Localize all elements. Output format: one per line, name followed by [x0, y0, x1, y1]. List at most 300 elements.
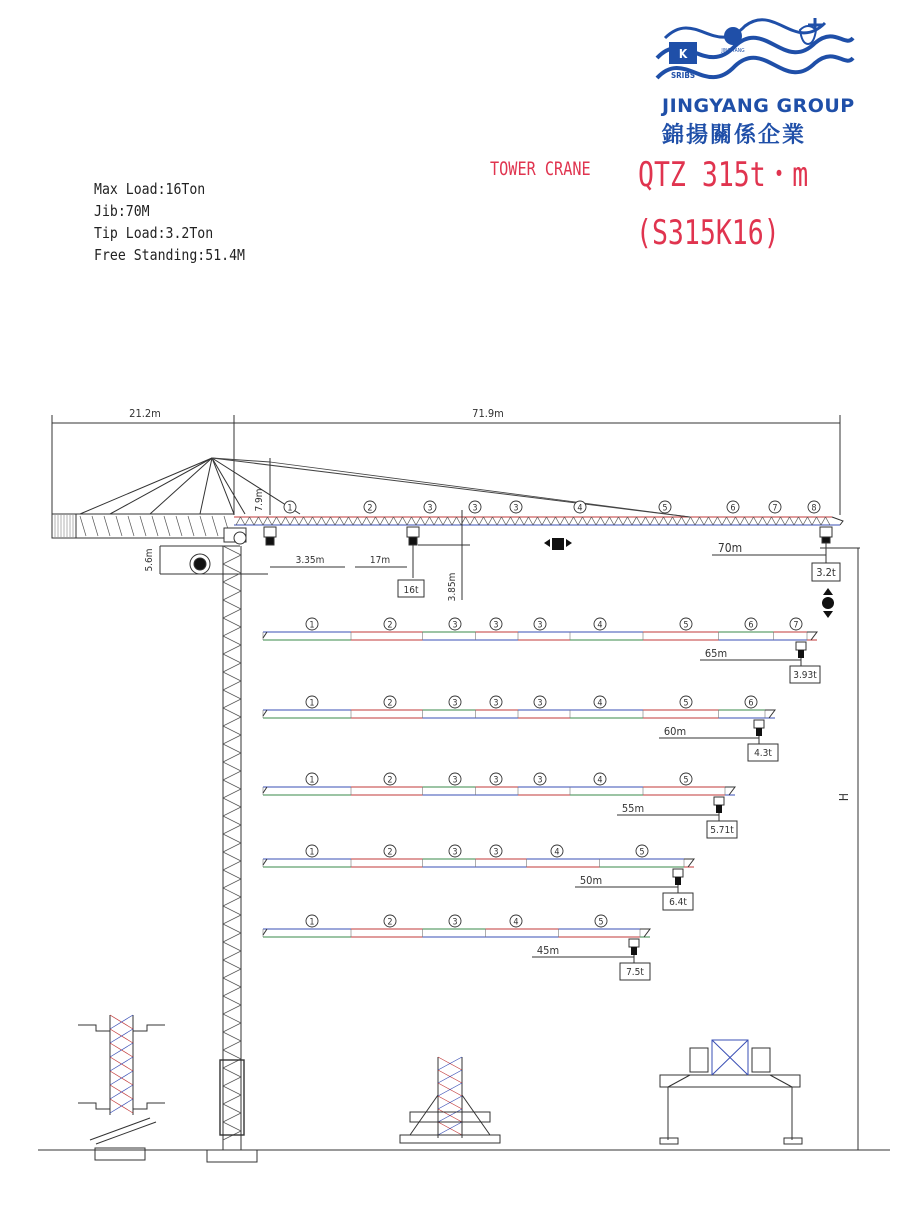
mast-lattice	[223, 960, 241, 969]
jib-lattice	[245, 517, 250, 525]
config-section-number: 5	[683, 775, 689, 786]
jib-lattice	[727, 517, 732, 525]
jib-lattice	[385, 517, 390, 525]
tip-load-label: 3.2t	[816, 566, 836, 579]
mast-lattice	[223, 609, 241, 618]
mast-lattice	[223, 591, 241, 600]
jib-section-number: 3	[427, 503, 433, 514]
jib-lattice	[673, 517, 678, 525]
config-section-number: 3	[452, 620, 458, 631]
jib-lattice	[628, 517, 633, 525]
jib-lattice	[547, 517, 552, 525]
config-section-number: 2	[387, 847, 393, 858]
jib-lattice	[479, 517, 484, 525]
gantry-brace	[770, 1075, 792, 1087]
trolley-inner	[264, 527, 276, 537]
jib-lattice	[308, 517, 313, 525]
hook-block-max	[409, 537, 417, 545]
jib-lattice	[493, 517, 498, 525]
trolley-tip	[820, 527, 832, 537]
config-section-number: 3	[452, 917, 458, 928]
mast-lattice	[223, 825, 241, 834]
counter-jib-lattice	[152, 516, 158, 536]
config-section-number: 5	[598, 917, 604, 928]
mast-detail	[78, 1015, 165, 1160]
mast-lattice	[223, 618, 241, 627]
counter-jib-lattice	[200, 516, 206, 536]
jib-lattice	[758, 517, 763, 525]
jib-lattice	[704, 517, 709, 525]
counter-tie	[150, 458, 212, 514]
mast-lattice	[223, 924, 241, 933]
jib-lattice	[304, 517, 309, 525]
jib-config-tip	[765, 710, 775, 718]
config-section-number: 2	[387, 775, 393, 786]
config-section-number: 3	[537, 620, 543, 631]
jib-lattice	[695, 517, 700, 525]
mast-lattice	[223, 564, 241, 573]
config-section-number: 6	[748, 698, 754, 709]
mast-lattice	[223, 735, 241, 744]
jib-lattice	[371, 517, 376, 525]
hook-block-tip	[822, 537, 830, 543]
config-section-number: 5	[639, 847, 645, 858]
config-section-number: 1	[309, 775, 315, 786]
config-hook	[675, 877, 681, 885]
spec-max-load: Max Load:16Ton	[94, 180, 206, 198]
jib-lattice	[709, 517, 714, 525]
jib-lattice	[277, 517, 282, 525]
mast-lattice	[223, 897, 241, 906]
jib-config-tip	[684, 859, 694, 867]
mast-lattice	[223, 744, 241, 753]
config-tip-load: 7.5t	[626, 967, 644, 978]
jib-lattice	[560, 517, 565, 525]
counter-jib-lattice	[176, 516, 182, 536]
jib-lattice	[403, 517, 408, 525]
jib-lattice	[763, 517, 768, 525]
jib-lattice	[466, 517, 471, 525]
jib-lattice	[416, 517, 421, 525]
config-trolley	[714, 797, 724, 805]
mast-lattice	[223, 717, 241, 726]
jib-section-number: 2	[367, 503, 373, 514]
config-hook	[756, 728, 762, 736]
jib-lattice	[425, 517, 430, 525]
product-label: TOWER CRANE	[490, 158, 591, 180]
jib-lattice	[281, 517, 286, 525]
config-section-number: 4	[513, 917, 519, 928]
mast-lattice	[223, 1068, 241, 1077]
counter-jib-lattice	[212, 516, 218, 536]
config-hook	[716, 805, 722, 813]
jib-lattice	[803, 517, 808, 525]
svg-text:K: K	[678, 47, 688, 61]
mast-lattice	[223, 627, 241, 636]
jib-lattice	[826, 517, 831, 525]
counter-tie	[110, 458, 212, 514]
jib-lattice	[776, 517, 781, 525]
mast-lattice	[223, 996, 241, 1005]
max-load-label: 16t	[403, 585, 419, 596]
detail-brace	[96, 1122, 156, 1144]
gantry-mast	[712, 1040, 748, 1075]
tip-radius-label: 70m	[717, 541, 743, 555]
apex-leg	[200, 458, 212, 514]
dim-max-radius: 17m	[369, 555, 391, 566]
config-section-number: 3	[537, 698, 543, 709]
jib-lattice	[659, 517, 664, 525]
jib-config-tip	[640, 929, 650, 937]
mast-lattice	[223, 1095, 241, 1104]
jib-lattice	[650, 517, 655, 525]
config-hook	[798, 650, 804, 658]
counter-jib-lattice	[104, 516, 110, 536]
jib-config-root	[263, 632, 267, 638]
config-section-number: 1	[309, 847, 315, 858]
jib-lattice	[614, 517, 619, 525]
mast-lattice	[223, 852, 241, 861]
jib-lattice	[565, 517, 570, 525]
config-section-number: 2	[387, 917, 393, 928]
jib-lattice	[317, 517, 322, 525]
jib-lattice	[349, 517, 354, 525]
spec-list	[94, 178, 245, 266]
jib-lattice	[583, 517, 588, 525]
mast-lattice	[223, 879, 241, 888]
jib-lattice	[362, 517, 367, 525]
jib-config-root	[263, 787, 267, 793]
jib-config-1	[263, 618, 820, 683]
jib-lattice	[637, 517, 642, 525]
jib-lattice	[817, 517, 822, 525]
jib-lattice	[344, 517, 349, 525]
jib-config-tip	[807, 632, 817, 640]
mast-lattice	[223, 816, 241, 825]
config-section-number: 4	[597, 775, 603, 786]
jib-lattice	[241, 517, 246, 525]
jib-lattice	[799, 517, 804, 525]
counter-jib-lattice	[128, 516, 134, 536]
detail-brace	[90, 1118, 150, 1140]
hook-block-inner	[266, 537, 274, 545]
dim-jib-total: 71.9m	[472, 407, 504, 420]
mast-lattice	[223, 663, 241, 672]
jib-lattice	[358, 517, 363, 525]
jib-lattice	[664, 517, 669, 525]
config-section-number: 3	[493, 620, 499, 631]
dim-top-height: 7.9m	[254, 488, 265, 512]
jib-lattice	[367, 517, 372, 525]
jib-lattice	[686, 517, 691, 525]
config-tip-load: 6.4t	[669, 897, 687, 908]
jib-tip	[832, 517, 843, 525]
jib-section-number: 3	[472, 503, 478, 514]
config-tip-load: 5.71t	[710, 825, 734, 836]
jib-lattice	[313, 517, 318, 525]
jib-lattice	[790, 517, 795, 525]
counter-jib-lattice	[80, 516, 86, 536]
mast-lattice	[223, 798, 241, 807]
jib-lattice	[263, 517, 268, 525]
config-tip-load: 4.3t	[754, 748, 772, 759]
climbing-detail	[400, 1057, 500, 1143]
mast-lattice	[223, 546, 241, 555]
jib-lattice	[259, 517, 264, 525]
jib-lattice	[389, 517, 394, 525]
jib-lattice	[398, 517, 403, 525]
trolley-icon	[552, 538, 564, 550]
mast-lattice	[223, 690, 241, 699]
jib-lattice	[556, 517, 561, 525]
config-radius-label: 50m	[579, 874, 603, 887]
mast-lattice	[223, 1113, 241, 1122]
mast-lattice	[223, 555, 241, 564]
jib-section-number: 3	[513, 503, 519, 514]
jib-config-4	[263, 845, 694, 910]
jib-lattice	[236, 517, 241, 525]
mast-lattice	[223, 1005, 241, 1014]
jib-lattice	[668, 517, 673, 525]
mast-lattice	[223, 834, 241, 843]
jib-lattice	[713, 517, 718, 525]
mast-lattice	[223, 582, 241, 591]
config-radius-label: 45m	[536, 944, 560, 957]
jib-lattice	[475, 517, 480, 525]
jib-lattice	[470, 517, 475, 525]
jib-lattice	[272, 517, 277, 525]
jib-lattice	[394, 517, 399, 525]
mast-lattice	[223, 780, 241, 789]
jib-lattice	[812, 517, 817, 525]
jib-lattice	[542, 517, 547, 525]
jib-lattice	[340, 517, 345, 525]
mast-lattice	[223, 636, 241, 645]
jib-lattice	[452, 517, 457, 525]
dim-counter-jib: 21.2m	[129, 407, 161, 420]
mast-lattice	[223, 762, 241, 771]
jib-lattice	[515, 517, 520, 525]
mast-lattice	[223, 843, 241, 852]
jib-lattice	[326, 517, 331, 525]
mast-lattice	[223, 1086, 241, 1095]
winch-core	[194, 558, 206, 570]
jib-lattice	[254, 517, 259, 525]
jib-lattice	[353, 517, 358, 525]
config-section-number: 3	[493, 847, 499, 858]
config-radius-label: 60m	[663, 725, 687, 738]
jib-section-number: 5	[662, 503, 668, 514]
jib-lattice	[569, 517, 574, 525]
mast-lattice	[223, 771, 241, 780]
config-radius-label: 65m	[704, 647, 728, 660]
gantry-brace	[668, 1075, 690, 1087]
jib-lattice	[740, 517, 745, 525]
model-code: (S315K16)	[636, 213, 780, 253]
jib-section-number: 4	[577, 503, 583, 514]
mast-lattice	[223, 933, 241, 942]
counter-jib-lattice	[188, 516, 194, 536]
jib-lattice	[767, 517, 772, 525]
jib-lattice	[412, 517, 417, 525]
climb-base	[400, 1135, 500, 1143]
config-section-number: 3	[452, 847, 458, 858]
jib-lattice	[295, 517, 300, 525]
jib-lattice	[781, 517, 786, 525]
jib-lattice	[749, 517, 754, 525]
spec-tip-load: Tip Load:3.2Ton	[94, 224, 214, 242]
jib-config-tip	[725, 787, 735, 795]
jib-lattice	[524, 517, 529, 525]
mast-lattice	[223, 1014, 241, 1023]
jib-lattice	[682, 517, 687, 525]
mast-lattice	[223, 600, 241, 609]
jib-lattice	[772, 517, 777, 525]
gantry-weight	[690, 1048, 708, 1072]
jib-section-number: 7	[772, 503, 778, 514]
gantry-weight	[752, 1048, 770, 1072]
mast-lattice	[223, 807, 241, 816]
config-trolley	[796, 642, 806, 650]
jib-lattice	[700, 517, 705, 525]
jib-lattice	[794, 517, 799, 525]
logo-text-jingyang: JING YANG	[721, 48, 745, 54]
jib-config-root	[263, 929, 267, 935]
jib-config-2	[263, 696, 778, 761]
mast-lattice	[223, 1077, 241, 1086]
mast-lattice	[223, 906, 241, 915]
climb-leg	[410, 1095, 438, 1135]
jib-lattice	[605, 517, 610, 525]
brand-name: JINGYANG GROUP	[662, 95, 855, 117]
jib-lattice	[655, 517, 660, 525]
jib-lattice	[376, 517, 381, 525]
jib-section-number: 6	[730, 503, 736, 514]
detail-collar	[78, 1025, 165, 1031]
jib-lattice	[745, 517, 750, 525]
mast-lattice	[223, 1041, 241, 1050]
mast-lattice	[223, 681, 241, 690]
config-section-number: 5	[683, 698, 689, 709]
jib-lattice	[290, 517, 295, 525]
config-hook	[631, 947, 637, 955]
jib-lattice	[646, 517, 651, 525]
brand-logo	[655, 8, 855, 93]
config-section-number: 3	[452, 698, 458, 709]
mast-lattice	[223, 726, 241, 735]
mast-lattice	[223, 987, 241, 996]
jib-lattice	[632, 517, 637, 525]
jib-lattice	[335, 517, 340, 525]
counter-jib-lattice	[140, 516, 146, 536]
mast-lattice	[223, 888, 241, 897]
jib-lattice	[821, 517, 826, 525]
config-section-number: 4	[597, 620, 603, 631]
jib-lattice	[785, 517, 790, 525]
mast-lattice	[223, 753, 241, 762]
mast-lattice	[223, 1104, 241, 1113]
jib-lattice	[511, 517, 516, 525]
jib-lattice	[380, 517, 385, 525]
jib-lattice	[299, 517, 304, 525]
jib-lattice	[578, 517, 583, 525]
hook-icon	[822, 597, 834, 609]
jib-lattice	[533, 517, 538, 525]
jib-lattice	[736, 517, 741, 525]
mast-lattice	[223, 969, 241, 978]
apex-leg	[212, 458, 234, 514]
jib-lattice	[529, 517, 534, 525]
mast-lattice	[223, 672, 241, 681]
counter-jib-lattice	[164, 516, 170, 536]
config-section-number: 4	[554, 847, 560, 858]
jib-config-5	[263, 915, 650, 980]
dim-offset: 3.35m	[295, 555, 325, 566]
jib-lattice	[592, 517, 597, 525]
gantry-wheel	[660, 1138, 678, 1144]
jib-lattice	[610, 517, 615, 525]
mast-lattice	[223, 951, 241, 960]
mast-lattice	[223, 1050, 241, 1059]
dim-hook-height: 3.85m	[447, 572, 458, 602]
mast-lattice	[223, 1023, 241, 1032]
jib-lattice	[268, 517, 273, 525]
jib-lattice	[731, 517, 736, 525]
jib-lattice	[439, 517, 444, 525]
jib-config-3	[263, 773, 737, 838]
trolley-max	[407, 527, 419, 537]
config-section-number: 6	[748, 620, 754, 631]
jib-lattice	[623, 517, 628, 525]
spec-jib: Jib:70M	[94, 202, 150, 220]
arrow-up-icon	[823, 588, 833, 595]
mast-foundation	[207, 1150, 257, 1162]
jib-lattice	[484, 517, 489, 525]
mast-lattice	[223, 654, 241, 663]
gantry-wheel	[784, 1138, 802, 1144]
jib-lattice	[619, 517, 624, 525]
mast-lattice	[223, 699, 241, 708]
config-section-number: 3	[493, 698, 499, 709]
config-section-number: 2	[387, 698, 393, 709]
mast-lattice	[223, 861, 241, 870]
climb-leg	[462, 1095, 490, 1135]
jib-lattice	[574, 517, 579, 525]
dim-counterweight-height: 5.6m	[144, 548, 155, 572]
config-section-number: 3	[452, 775, 458, 786]
jib-lattice	[331, 517, 336, 525]
mast-lattice	[223, 1122, 241, 1131]
counter-tie	[80, 458, 212, 514]
jib-lattice	[601, 517, 606, 525]
config-trolley	[673, 869, 683, 877]
config-section-number: 1	[309, 698, 315, 709]
jib-lattice	[808, 517, 813, 525]
jib-lattice	[286, 517, 291, 525]
jib-lattice	[551, 517, 556, 525]
jib-config-root	[263, 710, 267, 716]
arrow-down-icon	[823, 611, 833, 618]
mast-lattice	[223, 645, 241, 654]
config-radius-label: 55m	[621, 802, 645, 815]
arrow-left-icon	[544, 539, 550, 547]
brand-name-cn: 錦揚關係企業	[662, 123, 807, 148]
jib-lattice	[488, 517, 493, 525]
jib-lattice	[520, 517, 525, 525]
counter-jib-lattice	[116, 516, 122, 536]
jib-lattice	[421, 517, 426, 525]
mast-lattice	[223, 942, 241, 951]
